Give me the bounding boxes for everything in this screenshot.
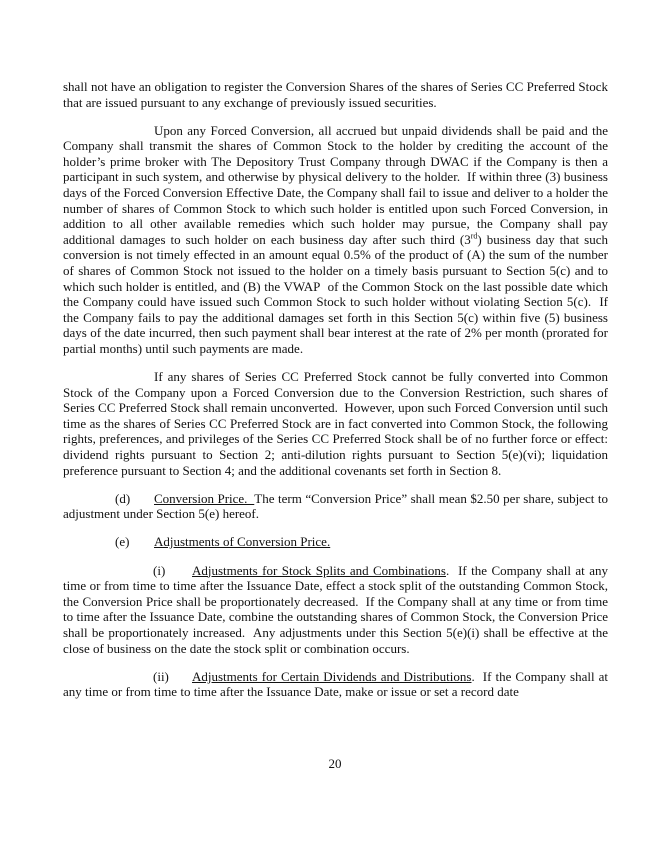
- list-label: (d): [115, 490, 131, 506]
- text-run: shall not have an obligation to register the Conversion Shares of the shares of Series CC Preferred Stock that are issued pursuant to any exchange of previously issued securities.: [63, 79, 608, 110]
- paragraph-registration-continuation: [63, 79, 608, 110]
- text-run: . If the Company shall at any time or from time to time after the Issuance Date, effect a stock split of the outstanding Common Stock, the Conversion Price shall be proportionately decreased. If the Company shall at any time or from time to time after the Issuance Date, combine the outstanding shares of Common Stock, the Conversion Price shall be proportionately increased. Any adjustments under this Section 5(e)(i) shall be effective at the close of business on the date the stock split or combination occurs.: [63, 562, 608, 656]
- list-label: (e): [115, 534, 130, 550]
- text-run: The term “Conversion Price” shall mean $2.50 per share, subject to adjustment under Section 5(e) hereof.: [63, 490, 608, 522]
- underlined-heading-text: Conversion Price.: [154, 490, 255, 506]
- text-run: Upon any Forced Conversion, all accrued but unpaid dividends shall be paid and the Company shall transmit the shares of Common Stock to the holder by crediting the account of the holder’s prime broker with The Depository Trust Company through DWAC if the Company is then a participant in such system, and otherwise by physical delivery to the holder. If within three (3) business days of the Forced Conversion Effective Date, the Company shall fail to issue and deliver to a holder the number of shares of Common Stock to which such holder is entitled upon such Forced Conversion, in addition to all other available remedies which such holder may pursue, the Company shall pay additional damages to such holder on each business day after such third (3: [63, 122, 608, 247]
- text-run: rd: [470, 231, 478, 241]
- paragraph-conversion-price: [63, 491, 608, 522]
- page-number: 20: [328, 756, 342, 771]
- heading-adjustments-of-conversion-price: [63, 534, 608, 550]
- document-content: [63, 79, 608, 712]
- text-run: . If the Company shall at any time or from time to time after the Issuance Date, make or issue or set a record date: [63, 668, 608, 700]
- paragraph-stock-splits-combinations: [63, 563, 608, 657]
- list-label: (i): [153, 562, 166, 578]
- underlined-heading-text: Adjustments for Certain Dividends and Distributions: [192, 668, 472, 684]
- text-run: If any shares of Series CC Preferred Stock cannot be fully converted into Common Stock of the Company upon a Forced Conversion due to the Conversion Restriction, such shares of Series CC Preferred Stock shall remain unconverted. However, upon such Forced Conversion until such time as the shares of Series CC Preferred Stock are in fact converted into Common Stock, the following rights, preferences, and privileges of the Series CC Preferred Stock shall be of no further force or effect: dividend rights pursuant to Section 2; anti-dilution rights pursuant to Section 5(e)(vi); liquidation preference pursuant to Section 4; and the additional covenants set forth in Section 8.: [63, 369, 608, 478]
- underlined-heading-text: Adjustments for Stock Splits and Combinations: [192, 562, 446, 578]
- paragraph-forced-conversion-damages: [63, 123, 608, 357]
- underlined-heading-text: Adjustments of Conversion Price.: [154, 534, 331, 550]
- paragraph-dividends-distributions: [63, 669, 608, 700]
- paragraph-conversion-restriction: [63, 369, 608, 478]
- list-label: (ii): [153, 668, 169, 684]
- text-run: ) business day that such conversion is not timely effected in an amount equal 0.5% of the product of (A) the sum of the number of shares of Common Stock not issued to the holder on a timely basis pursuant to Section 5(c) and to which such holder is entitled, and (B) the VWAP of the Common Stock on the last possible date which the Company could have issued such Common Stock to such holder without violating Section 5(c). If the Company fails to pay the additional damages set forth in this Section 5(c) within five (5) business days of the date incurred, then such payment shall bear interest at the rate of 2% per month (prorated for partial months) until such payments are made.: [63, 231, 608, 356]
